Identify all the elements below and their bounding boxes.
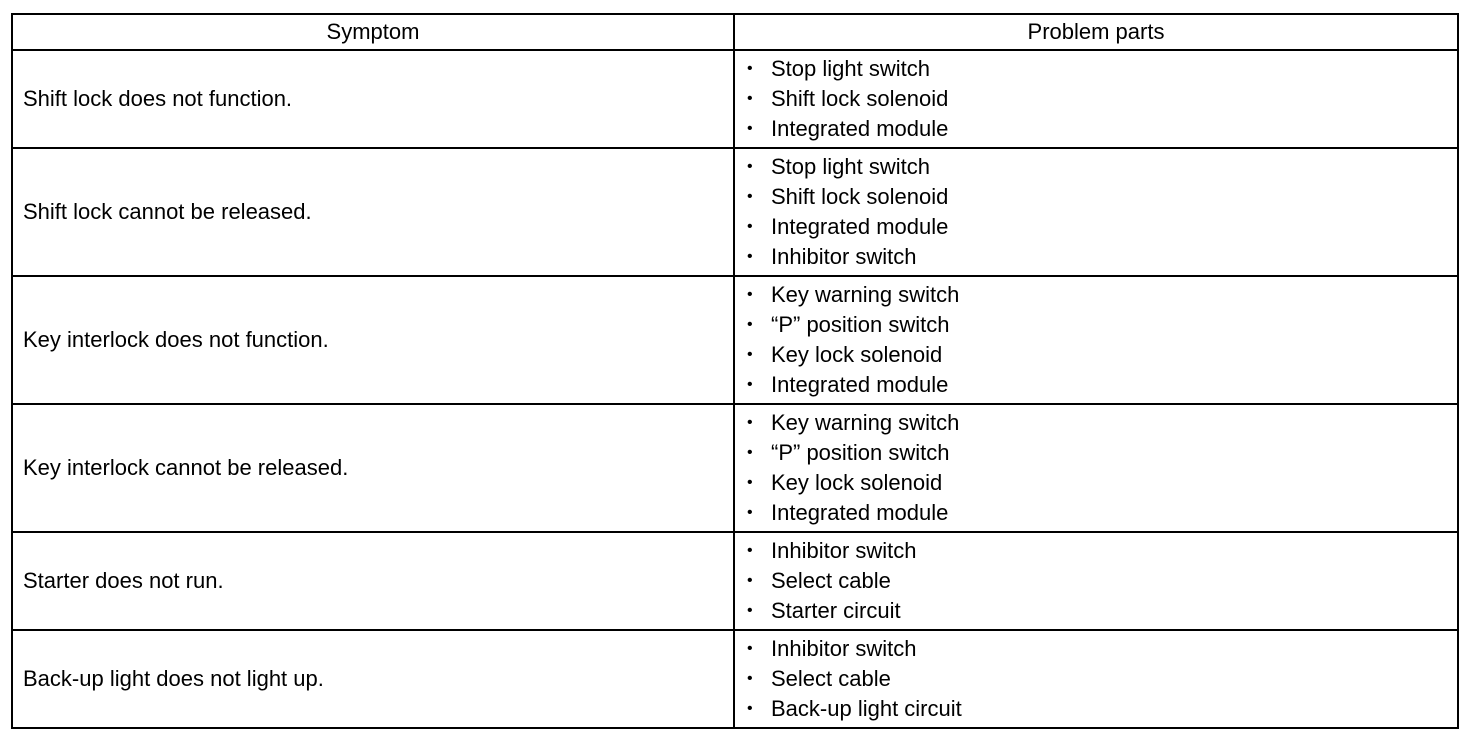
problem-parts-cell bbox=[734, 276, 1458, 404]
part-label: Starter circuit bbox=[771, 598, 901, 623]
list-item bbox=[747, 212, 1457, 242]
bullet-icon: • bbox=[747, 376, 753, 393]
part-label: Inhibitor switch bbox=[771, 636, 917, 661]
symptom-cell: Key interlock does not function. bbox=[12, 276, 734, 404]
troubleshooting-table-container bbox=[11, 13, 1457, 729]
bullet-icon: • bbox=[747, 158, 753, 175]
part-label: Key lock solenoid bbox=[771, 342, 943, 367]
troubleshooting-table bbox=[11, 13, 1459, 729]
list-item bbox=[747, 694, 1457, 724]
list-item bbox=[747, 536, 1457, 566]
part-label: Select cable bbox=[771, 666, 891, 691]
list-item bbox=[747, 280, 1457, 310]
table-row bbox=[12, 50, 1458, 148]
problem-parts-cell bbox=[734, 630, 1458, 728]
part-label: Shift lock solenoid bbox=[771, 86, 949, 111]
list-item bbox=[747, 340, 1457, 370]
table-row bbox=[12, 148, 1458, 276]
list-item bbox=[747, 242, 1457, 272]
bullet-icon: • bbox=[747, 670, 753, 687]
table-row bbox=[12, 276, 1458, 404]
part-label: Key warning switch bbox=[771, 282, 960, 307]
problem-parts-cell bbox=[734, 532, 1458, 630]
table-row bbox=[12, 404, 1458, 532]
list-item bbox=[747, 408, 1457, 438]
bullet-icon: • bbox=[747, 120, 753, 137]
bullet-icon: • bbox=[747, 700, 753, 717]
bullet-icon: • bbox=[747, 504, 753, 521]
list-item bbox=[747, 182, 1457, 212]
list-item bbox=[747, 664, 1457, 694]
problem-parts-cell bbox=[734, 148, 1458, 276]
bullet-icon: • bbox=[747, 444, 753, 461]
part-label: Integrated module bbox=[771, 214, 949, 239]
bullet-icon: • bbox=[747, 316, 753, 333]
bullet-icon: • bbox=[747, 640, 753, 657]
symptom-cell: Shift lock does not function. bbox=[12, 50, 734, 148]
part-label: “P” position switch bbox=[771, 440, 950, 465]
bullet-icon: • bbox=[747, 90, 753, 107]
bullet-icon: • bbox=[747, 286, 753, 303]
problem-parts-list bbox=[747, 280, 1457, 400]
header-symptom: Symptom bbox=[12, 14, 734, 50]
list-item bbox=[747, 370, 1457, 400]
problem-parts-cell bbox=[734, 404, 1458, 532]
list-item bbox=[747, 596, 1457, 626]
bullet-icon: • bbox=[747, 60, 753, 77]
part-label: Back-up light circuit bbox=[771, 696, 962, 721]
part-label: Stop light switch bbox=[771, 154, 930, 179]
list-item bbox=[747, 152, 1457, 182]
list-item bbox=[747, 54, 1457, 84]
part-label: Select cable bbox=[771, 568, 891, 593]
header-row bbox=[12, 14, 1458, 50]
bullet-icon: • bbox=[747, 346, 753, 363]
problem-parts-list bbox=[747, 634, 1457, 724]
list-item bbox=[747, 468, 1457, 498]
symptom-cell: Starter does not run. bbox=[12, 532, 734, 630]
part-label: Key warning switch bbox=[771, 410, 960, 435]
bullet-icon: • bbox=[747, 602, 753, 619]
bullet-icon: • bbox=[747, 474, 753, 491]
list-item bbox=[747, 634, 1457, 664]
symptom-cell: Shift lock cannot be released. bbox=[12, 148, 734, 276]
header-problem-parts: Problem parts bbox=[734, 14, 1458, 50]
part-label: “P” position switch bbox=[771, 312, 950, 337]
table-body bbox=[12, 50, 1458, 728]
symptom-cell: Back-up light does not light up. bbox=[12, 630, 734, 728]
bullet-icon: • bbox=[747, 414, 753, 431]
problem-parts-list bbox=[747, 152, 1457, 272]
bullet-icon: • bbox=[747, 218, 753, 235]
part-label: Shift lock solenoid bbox=[771, 184, 949, 209]
part-label: Inhibitor switch bbox=[771, 538, 917, 563]
list-item bbox=[747, 498, 1457, 528]
list-item bbox=[747, 438, 1457, 468]
symptom-cell: Key interlock cannot be released. bbox=[12, 404, 734, 532]
bullet-icon: • bbox=[747, 542, 753, 559]
part-label: Inhibitor switch bbox=[771, 244, 917, 269]
problem-parts-list bbox=[747, 408, 1457, 528]
list-item bbox=[747, 310, 1457, 340]
problem-parts-cell bbox=[734, 50, 1458, 148]
list-item bbox=[747, 566, 1457, 596]
table-row bbox=[12, 532, 1458, 630]
bullet-icon: • bbox=[747, 248, 753, 265]
part-label: Key lock solenoid bbox=[771, 470, 943, 495]
list-item bbox=[747, 114, 1457, 144]
part-label: Integrated module bbox=[771, 500, 949, 525]
part-label: Stop light switch bbox=[771, 56, 930, 81]
part-label: Integrated module bbox=[771, 372, 949, 397]
problem-parts-list bbox=[747, 54, 1457, 144]
problem-parts-list bbox=[747, 536, 1457, 626]
bullet-icon: • bbox=[747, 188, 753, 205]
table-row bbox=[12, 630, 1458, 728]
list-item bbox=[747, 84, 1457, 114]
bullet-icon: • bbox=[747, 572, 753, 589]
part-label: Integrated module bbox=[771, 116, 949, 141]
